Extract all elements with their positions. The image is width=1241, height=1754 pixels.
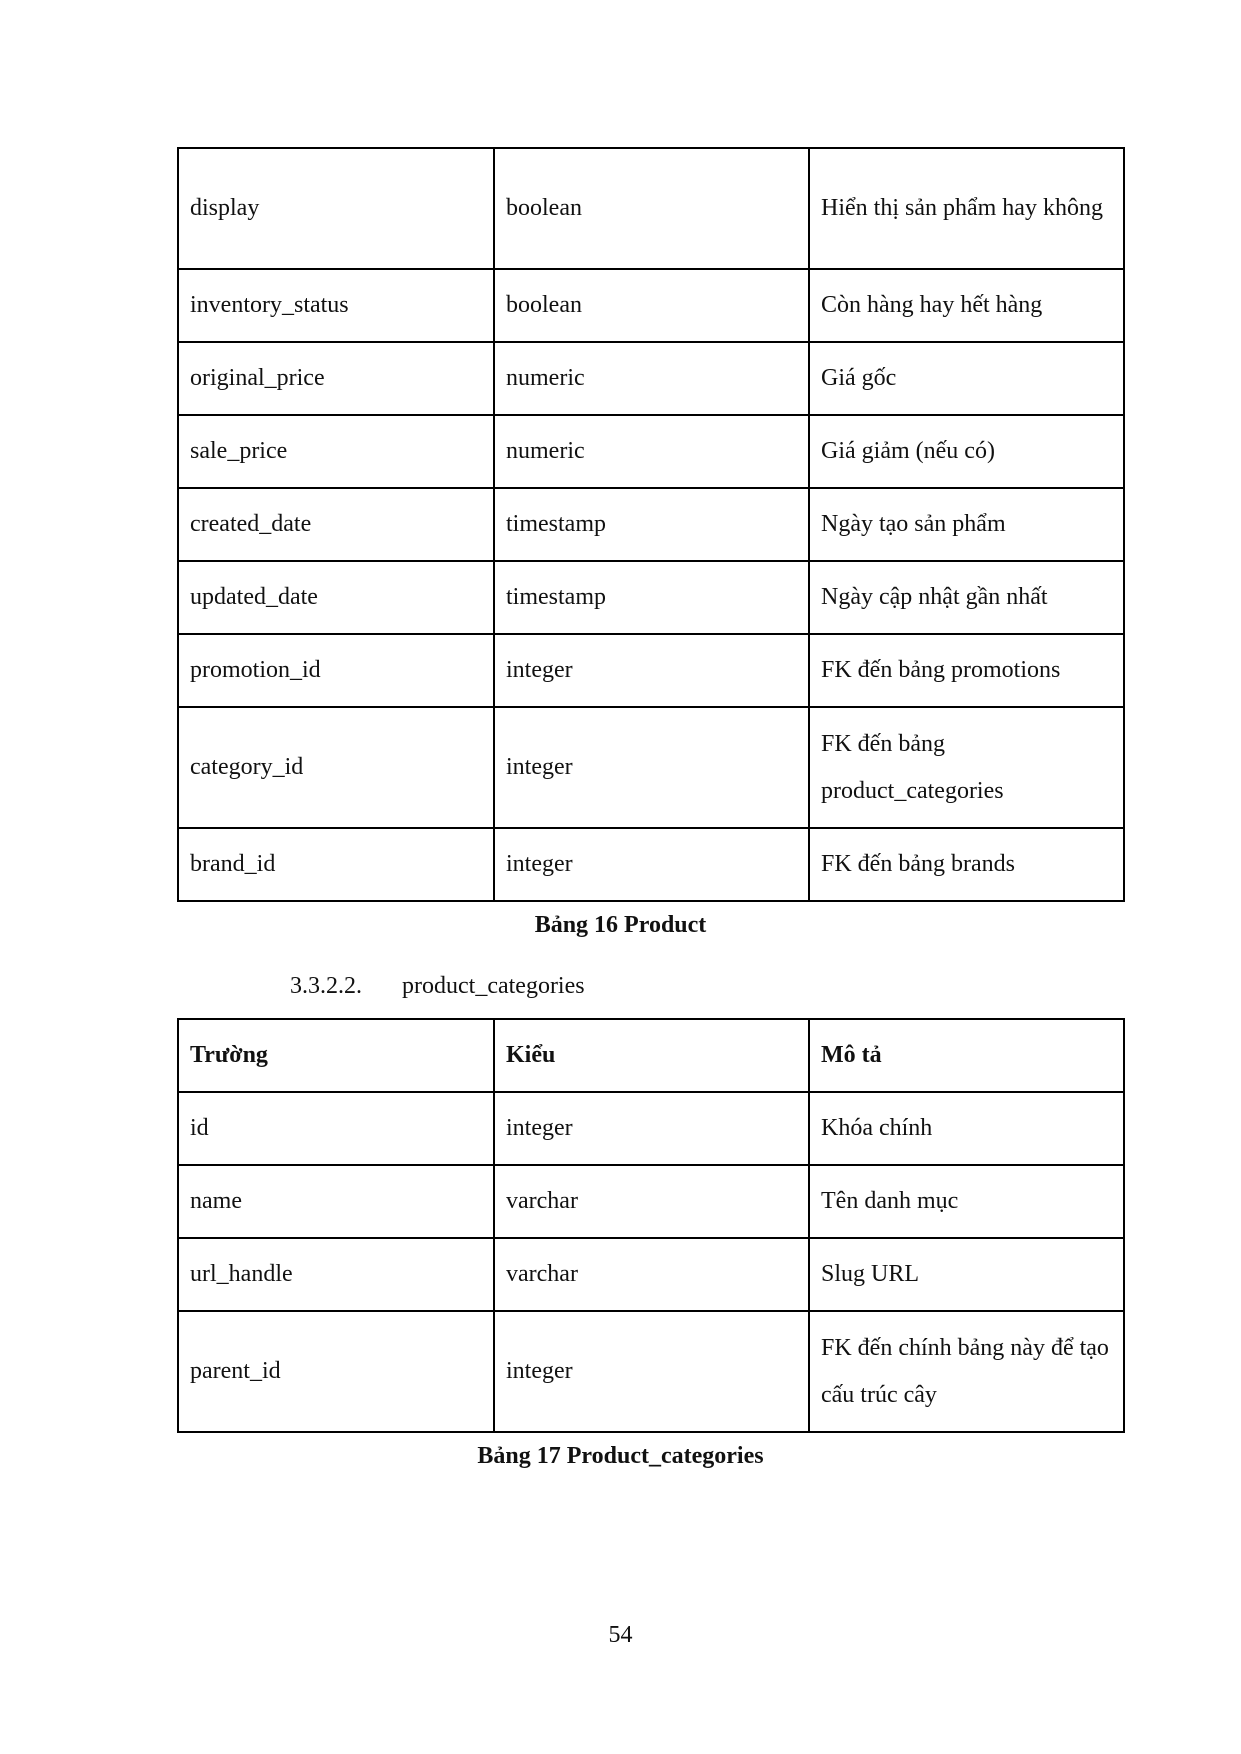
table-row [178, 342, 1124, 415]
field-cell: original_price [178, 342, 494, 415]
section-heading [290, 973, 585, 1000]
description-cell: Giá gốc [809, 342, 1124, 415]
type-cell: varchar [494, 1238, 809, 1311]
type-cell: integer [494, 828, 809, 901]
page-number: 54 [608, 1622, 633, 1648]
field-cell: parent_id [178, 1311, 494, 1432]
description-cell: Ngày tạo sản phẩm [809, 488, 1124, 561]
table-row [178, 634, 1124, 707]
table-header-row [178, 1019, 1124, 1092]
type-cell: numeric [494, 342, 809, 415]
field-cell: id [178, 1092, 494, 1165]
field-cell: category_id [178, 707, 494, 828]
field-cell: url_handle [178, 1238, 494, 1311]
product-table [177, 147, 1125, 902]
field-cell: updated_date [178, 561, 494, 634]
description-cell: Giá giảm (nếu có) [809, 415, 1124, 488]
type-cell: numeric [494, 415, 809, 488]
type-cell: integer [494, 1311, 809, 1432]
field-cell: sale_price [178, 415, 494, 488]
type-cell: integer [494, 1092, 809, 1165]
table-row [178, 488, 1124, 561]
column-header: Kiểu [494, 1019, 809, 1092]
field-cell: display [178, 148, 494, 269]
product-categories-table [177, 1018, 1125, 1433]
section-number: 3.3.2.2. [290, 973, 362, 999]
description-cell: Slug URL [809, 1238, 1124, 1311]
description-cell: Hiển thị sản phẩm hay không [809, 148, 1124, 269]
table-row [178, 415, 1124, 488]
description-cell: Khóa chính [809, 1092, 1124, 1165]
field-cell: created_date [178, 488, 494, 561]
table-row [178, 828, 1124, 901]
table-row [178, 148, 1124, 269]
column-header: Trường [178, 1019, 494, 1092]
description-cell: Ngày cập nhật gần nhất [809, 561, 1124, 634]
type-cell: integer [494, 634, 809, 707]
table-row [178, 269, 1124, 342]
table-row [178, 707, 1124, 828]
description-cell: Còn hàng hay hết hàng [809, 269, 1124, 342]
type-cell: boolean [494, 269, 809, 342]
type-cell: integer [494, 707, 809, 828]
table-row [178, 1165, 1124, 1238]
table-row [178, 1311, 1124, 1432]
description-cell: FK đến bảng brands [809, 828, 1124, 901]
table-row [178, 561, 1124, 634]
description-cell: Tên danh mục [809, 1165, 1124, 1238]
field-cell: name [178, 1165, 494, 1238]
column-header: Mô tả [809, 1019, 1124, 1092]
type-cell: timestamp [494, 488, 809, 561]
description-cell: FK đến bảng product_categories [809, 707, 1124, 828]
description-cell: FK đến bảng promotions [809, 634, 1124, 707]
type-cell: varchar [494, 1165, 809, 1238]
table-caption: Bảng 17 Product_categories [477, 1443, 764, 1469]
field-cell: brand_id [178, 828, 494, 901]
field-cell: promotion_id [178, 634, 494, 707]
type-cell: boolean [494, 148, 809, 269]
table-row [178, 1238, 1124, 1311]
table-row [178, 1092, 1124, 1165]
section-title: product_categories [402, 973, 585, 999]
field-cell: inventory_status [178, 269, 494, 342]
type-cell: timestamp [494, 561, 809, 634]
table-caption: Bảng 16 Product [534, 912, 707, 938]
description-cell: FK đến chính bảng này để tạo cấu trúc cây [809, 1311, 1124, 1432]
